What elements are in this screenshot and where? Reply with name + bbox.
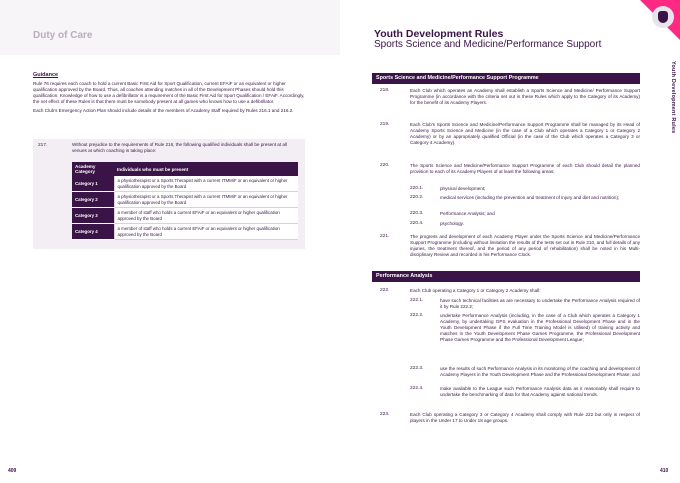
rule-text: use the results of such Performance Analysis in its monitoring of the coaching and development of Academy Players in the Youth Development Phase and the Professional Development Phase; and — [440, 366, 640, 377]
table-cell-description: a physiotherapist or a Sports Therapist with a current ITMMiF or an equivalent or higher qualification approved by the Board — [114, 176, 298, 192]
rule-number: 220.1. — [410, 186, 424, 191]
rule-number: 222.4. — [410, 386, 424, 391]
table-cell-description: a physiotherapist or a Sports Therapist with a current ITMMiF or an equivalent or higher qualification approved by the Board — [114, 192, 298, 208]
rule-number: 222.3. — [410, 366, 424, 371]
rule-text: Each Club which operates an Academy shall establish a Sports Science and Medicine/ Performance Support Programme (in accordance with the criteria set out in these Rules which apply to the Category of its Academy) for the benefit of its Academy Players. — [410, 88, 640, 105]
rule-text: have such technical facilities as are necessary to undertake the Performance Analysis required of it by Rule 222.2; — [440, 298, 640, 309]
rule-text: The Sports Science and Medicine/Performance Support Programme of each Club should detail the planned provision to each of its Academy Players of at least the following areas; — [410, 163, 640, 174]
table-cell-description: a member of staff who holds a current EFAiF or an equivalent or higher qualification approved by the Board — [114, 224, 298, 240]
table-cell-category: Category 2 — [72, 192, 114, 208]
table-row — [72, 192, 298, 208]
guidance-heading: Guidance — [33, 72, 59, 78]
rule-text: Each Club operating a Category 1 or Category 2 Academy shall: — [410, 288, 541, 293]
table-cell-category: Category 1 — [72, 176, 114, 192]
table-cell-category: Category 4 — [72, 224, 114, 240]
rule-number: 219. — [380, 122, 390, 127]
rule-number: 220.2. — [410, 195, 424, 200]
page-title: Youth Development Rules — [374, 28, 504, 40]
table-row — [72, 176, 298, 192]
rule-number: 218. — [380, 88, 390, 93]
page-subtitle: Sports Science and Medicine/Performance Support — [374, 39, 602, 50]
side-tab — [658, 55, 680, 175]
rule-number: 222.2. — [410, 313, 424, 318]
rule-text: physical development; — [440, 186, 486, 191]
guidance-paragraph-1: Rule 76 requires each coach to hold a current Basic First Aid for Sport Qualification, current EFAiF or an equivalent or higher qualification approved by the Board. Thus, all coaches attending matches in all of the Development Phases should hold this qualification. Knowledge of how to use a defibrillator is a requirement of the Basic First Aid for Sport Qualification / EFAiF. Accordingly, the net effect of these Rules is that there must be somebody present at all games who knows how to use a defibrillator. — [33, 81, 305, 104]
rule-number: 221. — [380, 234, 390, 239]
academy-category-table — [72, 162, 298, 240]
left-page-number: 409 — [8, 468, 17, 474]
rule-number: 220. — [380, 163, 390, 168]
rule-217-number: 217. — [38, 143, 48, 148]
section-heading-sports-science: Sports Science and Medicine/Performance Support Programme — [372, 73, 640, 84]
guidance-paragraph-2: Each Club's Emergency Action Plan should include details of the members of Academy Staff required by Rules 216.1 and 216.2. — [33, 108, 294, 113]
rule-text: Each Club operating a Category 3 or Category 4 Academy shall comply with Rule 222 but only in respect of players in the Under 17 to Under 18 age groups. — [410, 412, 640, 423]
table-cell-description: a member of staff who holds a current EFAiF or an equivalent or higher qualification approved by the Board — [114, 208, 298, 224]
rule-text: undertake Performance Analysis (including, in the case of a Club which operates a Category 1 Academy, by undertaking GPS evaluation in the Professional Development Phase and in the Youth Development Phase if the Full Time Training Model is utilised) of training activity and matches in the Youth Development Phase Games Programme, the Professional Development Phase Games Programme and the Professional Development League; — [440, 313, 640, 342]
rule-number: 222.1. — [410, 298, 424, 303]
left-header-band — [0, 0, 340, 55]
rule-text: psychology. — [440, 221, 464, 226]
rule-number: 222. — [380, 288, 390, 293]
rule-text: medical services (including the prevention and treatment of injury and diet and nutrition); — [440, 195, 620, 200]
section-tag: Duty of Care — [33, 30, 93, 41]
table-cell-category: Category 3 — [72, 208, 114, 224]
rule-217-text: Without prejudice to the requirements of Rule 216, the following qualified individuals shall be present at all venues at which coaching is taking place: — [72, 142, 288, 153]
rule-text: make available to the League such Performance Analysis data as it reasonably shall require to undertake the benchmarking of data for that Academy against national trends. — [440, 386, 640, 397]
rule-number: 220.3. — [410, 211, 424, 216]
rule-text: Each Club's Sports Science and Medicine/Performance Support Programme shall be managed by its Head of Academy Sports Science and Medicine (in the case of a Club which operates a Category 1 or Category 2 Academy) or by an appropriately qualified Official (in the case of the Club which operates a Category 3 or Category 4 Academy). — [410, 122, 640, 145]
table-header-category: Academy Category — [72, 162, 114, 176]
side-tab-label: Youth Development Rules — [670, 61, 676, 134]
section-heading-performance-analysis: Performance Analysis — [372, 271, 640, 282]
guidance-block — [33, 72, 305, 117]
table-header-individuals: Individuals who must be present — [114, 162, 298, 176]
premier-league-lion-icon — [652, 6, 674, 28]
rule-number: 220.4. — [410, 221, 424, 226]
rule-number: 223. — [380, 412, 390, 417]
right-page-number: 410 — [660, 468, 669, 474]
rule-text: Performance Analysis; and — [440, 211, 495, 216]
rule-text: The progress and development of each Academy Player under the Sports Science and Medicine/Performance Support Programme (including without limitation the results of the tests set out in Rule 210, and full details of any injuries, the treatment thereof, and the period of any period of rehabilitation) shall be noted in his Multi-disciplinary Review and recorded in his Performance Clock. — [410, 234, 640, 257]
table-row — [72, 208, 298, 224]
table-row — [72, 224, 298, 240]
